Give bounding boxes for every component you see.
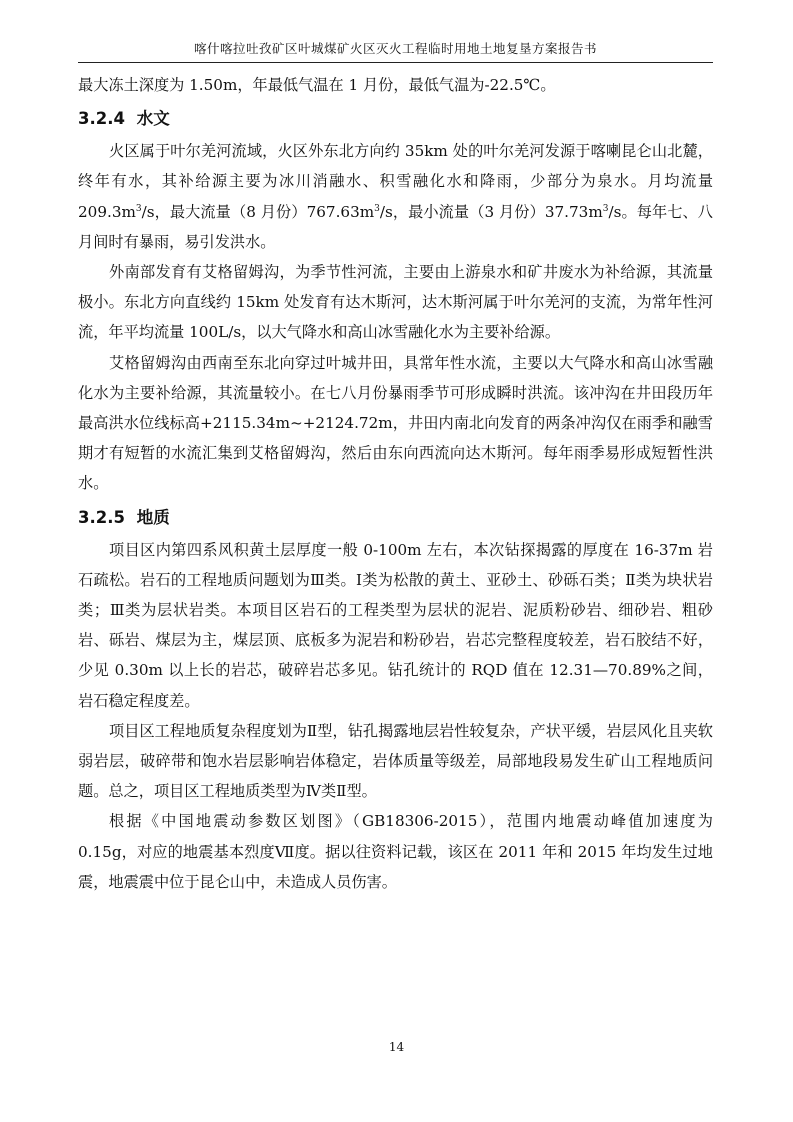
superscript: 3: [135, 203, 142, 214]
text-run: /s，最大流量（8 月份）767.63m: [141, 202, 375, 221]
paragraph: 外南部发育有艾格留姆沟，为季节性河流，主要由上游泉水和矿井废水为补给源，其流量极小。东北方向直线约 15km 处发育有达木斯河，达木斯河属于叶尔羌河的支流，为常年性河流，年平均流量 100L/s，以大气降水和高山冰雪融化水为主要补给源。: [78, 263, 713, 342]
section-title: 水文: [136, 109, 170, 129]
paragraph: 项目区内第四系风积黄土层厚度一般 0-100m 左右，本次钻探揭露的厚度在 16-37m 岩石疏松。岩石的工程地质问题划为Ⅲ类。Ⅰ类为松散的黄土、亚砂土、砂砾石类；Ⅱ类为块状岩类；Ⅲ类为层状岩类。本项目区岩石的工程类型为层状的泥岩、泥质粉砂岩、细砂岩、粗砂岩、砾岩、煤层为主，煤层顶、底板多为泥岩和粉砂岩，岩芯完整程度较差，岩石胶结不好，少见 0.30m 以上长的岩芯，破碎岩芯多见。钻孔统计的 RQD 值在 12.31—70.89%之间，岩石稳定程度差。: [78, 540, 713, 710]
superscript: 3: [374, 203, 380, 214]
running-header: [78, 40, 713, 63]
paragraph: [78, 136, 713, 257]
section-number: 3.2.4: [78, 109, 125, 129]
intro-line: 最大冻土深度为 1.50m，年最低气温在 1 月份，最低气温为-22.5℃。: [78, 76, 556, 94]
text-run: 火区属于叶尔羌河流域，火区外东北方向约 35km 处的叶尔羌河发源于喀喇昆仑山北麓，终年有水，其补给源主要为冰川消融水、积雪融化水和降雨，少部分为泉水。月均流量 209.3m: [78, 142, 713, 221]
text-run: /s，最小流量（3 月份）37.73m: [379, 202, 603, 221]
paragraph: 艾格留姆沟由西南至东北向穿过叶城井田，具常年性水流，主要以大气降水和高山冰雪融化水为主要补给源，其流量较小。在七八月份暴雨季节可形成瞬时洪流。该冲沟在井田段历年最高洪水位线标高+2115.34m~+2124.72m，井田内南北向发育的两条冲沟仅在雨季和融雪期才有短暂的水流汇集到艾格留姆沟，然后由东向西流向达木斯河。每年雨季易形成短暂性洪水。: [78, 353, 713, 493]
paragraph: 项目区工程地质复杂程度划为Ⅱ型，钻孔揭露地层岩性较复杂，产状平缓，岩层风化且夹软弱岩层，破碎带和饱水岩层影响岩体稳定，岩体质量等级差，局部地段易发生矿山工程地质问题。总之，项目区工程地质类型为Ⅳ类Ⅱ型。: [78, 721, 713, 801]
page-body: [78, 70, 713, 897]
header-title: 喀什喀拉吐孜矿区叶城煤矿火区灭火工程临时用地土地复垦方案报告书: [193, 41, 597, 56]
page-footer: [0, 1040, 793, 1054]
superscript: 3: [602, 203, 609, 214]
section-number: 3.2.5: [78, 507, 125, 527]
text-run: /s。每年七、八月间时有暴雨，易引发洪水。: [78, 202, 713, 251]
section-heading-hydrology: [78, 104, 713, 134]
section-heading-geology: [78, 503, 713, 533]
section-title: 地质: [136, 507, 170, 527]
page-number: 14: [388, 1040, 405, 1054]
paragraph: 根据《中国地震动参数区划图》（GB18306-2015），范围内地震动峰值加速度为 0.15g，对应的地震基本烈度Ⅶ度。据以往资料记载，该区在 2011 年和 2015 年均发生过地震，地震震中位于昆仑山中，未造成人员伤害。: [78, 812, 713, 891]
